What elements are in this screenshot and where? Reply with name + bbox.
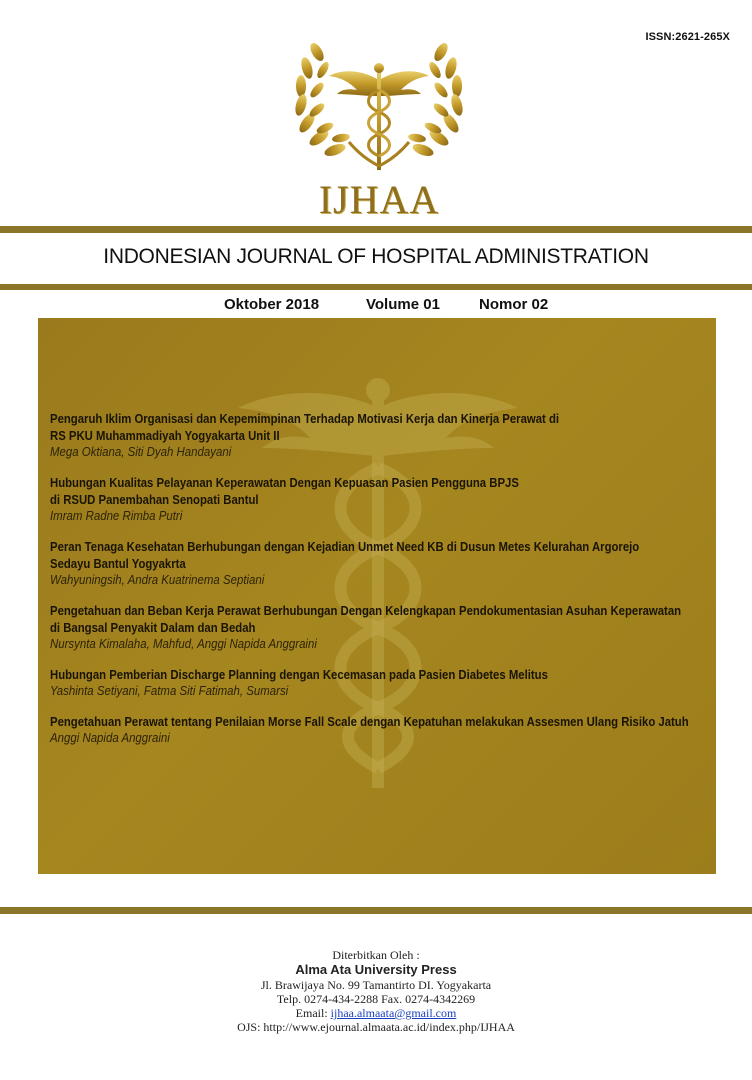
article-authors: Mega Oktiana, Siti Dyah Handayani (50, 444, 232, 459)
journal-title: INDONESIAN JOURNAL OF HOSPITAL ADMINISTRATION (103, 245, 649, 268)
article-item[interactable] (50, 713, 710, 746)
issue-date: Oktober 2018 (224, 296, 320, 313)
article-item[interactable] (50, 666, 710, 699)
publisher-email-line (0, 1006, 752, 1020)
title-divider (0, 284, 752, 290)
caduceus-wreath-icon (289, 30, 469, 180)
publisher-address: Jl. Brawijaya No. 99 Tamantirto DI. Yogyakarta (260, 978, 492, 992)
article-authors: Yashinta Setiyani, Fatma Siti Fatimah, Sumarsi (50, 683, 289, 698)
email-label: Email: (295, 1006, 331, 1020)
article-title[interactable]: Hubungan Kualitas Pelayanan Keperawatan Dengan Kepuasan Pasien Pengguna BPJS di RSUD Panembahan Senopati Bantul (50, 475, 519, 507)
publisher-info (0, 948, 752, 1034)
article-title[interactable]: Peran Tenaga Kesehatan Berhubungan dengan Kejadian Unmet Need KB di Dusun Metes Kelurahan Argorejo Sedayu Bantul Yogyakrta (50, 539, 640, 571)
issue-volume: Volume 01 (366, 296, 440, 313)
table-of-contents-panel (38, 318, 716, 874)
issue-info (0, 296, 752, 316)
journal-logo (289, 30, 469, 222)
article-authors: Nursynta Kimalaha, Mahfud, Anggi Napida Anggraini (50, 636, 317, 651)
publisher-phone: Telp. 0274-434-2288 Fax. 0274-4342269 (276, 992, 476, 1006)
article-item[interactable] (50, 602, 710, 652)
article-title[interactable]: Pengetahuan dan Beban Kerja Perawat Berhubungan Dengan Kelengkapan Pendokumentasian Asuhan Keperawatan di Bangsal Penyakit Dalam dan Bedah (50, 603, 682, 635)
issn-label: ISSN:2621-265X (645, 31, 730, 43)
publisher-label: Diterbitkan Oleh : (332, 948, 420, 962)
article-title[interactable]: Hubungan Pemberian Discharge Planning dengan Kecemasan pada Pasien Diabetes Melitus (50, 667, 548, 682)
issue-number: Nomor 02 (479, 296, 549, 313)
article-authors: Imram Radne Rimba Putri (50, 508, 183, 523)
email-link[interactable]: ijhaa.almaata@gmail.com (330, 1006, 457, 1020)
article-title[interactable]: Pengaruh Iklim Organisasi dan Kepemimpinan Terhadap Motivasi Kerja dan Kinerja Perawat di RS PKU Muhammadiyah Yogyakarta Unit II (50, 411, 560, 443)
publisher-name: Alma Ata University Press (295, 962, 457, 977)
article-authors: Wahyuningsih, Andra Kuatrinema Septiani (50, 572, 265, 587)
article-title[interactable]: Pengetahuan Perawat tentang Penilaian Morse Fall Scale dengan Kepatuhan melakukan Assesmen Ulang Risiko Jatuh (50, 714, 689, 729)
logo-text: IJHAA (318, 177, 440, 222)
bottom-divider (0, 907, 752, 914)
publisher-ojs[interactable]: OJS: http://www.ejournal.almaata.ac.id/index.php/IJHAA (237, 1020, 515, 1034)
article-item[interactable] (50, 474, 710, 524)
article-list (50, 410, 710, 760)
top-divider (0, 226, 752, 233)
article-authors: Anggi Napida Anggraini (50, 730, 170, 745)
article-item[interactable] (50, 410, 710, 460)
article-item[interactable] (50, 538, 710, 588)
